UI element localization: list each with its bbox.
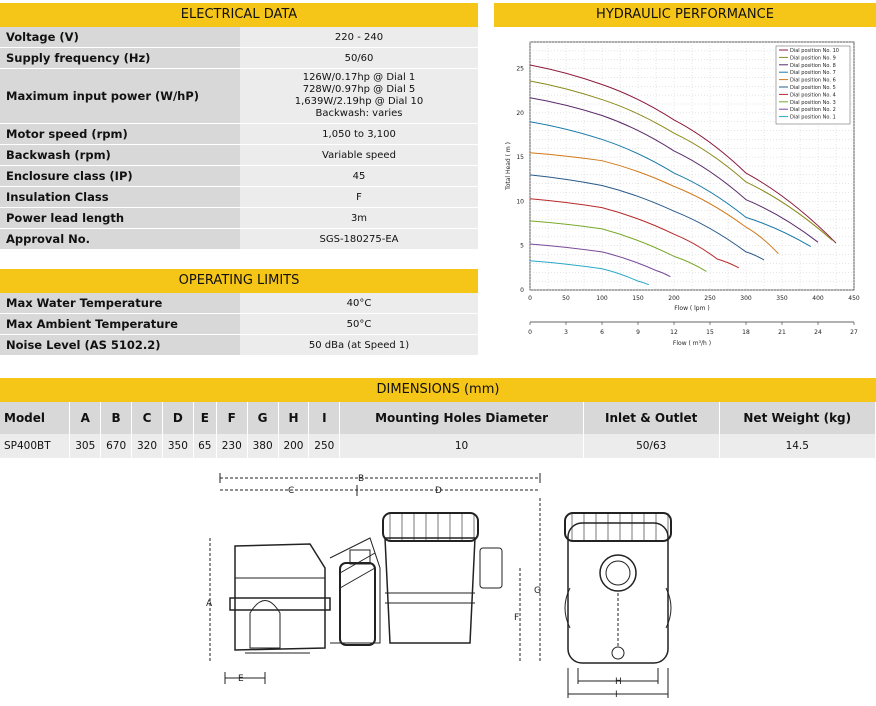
column-header: A [70, 402, 101, 434]
y-tick-label: 0 [520, 287, 524, 294]
spec-value: 40°C [240, 293, 478, 314]
x2-tick-label: 0 [528, 329, 532, 336]
hydraulic-performance-chart [494, 30, 876, 355]
spec-key: Enclosure class (IP) [0, 166, 240, 187]
electrical-data-table [0, 27, 478, 250]
y-tick-label: 25 [516, 65, 524, 73]
x-tick-label: 450 [848, 295, 860, 302]
table-cell: 65 [193, 434, 216, 458]
column-header: Model [0, 402, 70, 434]
hydraulic-performance-header: HYDRAULIC PERFORMANCE [494, 3, 876, 27]
table-cell: 250 [309, 434, 340, 458]
legend-label: Dial position No. 5 [790, 85, 836, 91]
table-row [0, 293, 478, 314]
legend-label: Dial position No. 9 [790, 55, 836, 62]
table-row [0, 166, 478, 187]
spec-value: 3m [240, 208, 478, 229]
x2-tick-label: 3 [564, 329, 568, 336]
x-tick-label: 400 [812, 295, 824, 302]
operating-limits-table [0, 293, 478, 356]
x2-tick-label: 18 [742, 329, 750, 336]
dim-label-g: G [534, 586, 541, 596]
table-row [0, 229, 478, 250]
column-header: B [101, 402, 132, 434]
spec-value: F [240, 187, 478, 208]
table-cell: 200 [278, 434, 309, 458]
spec-key: Maximum input power (W/hP) [0, 69, 240, 124]
dim-label-d: D [435, 486, 442, 496]
table-row [0, 187, 478, 208]
legend-label: Dial position No. 7 [790, 70, 836, 77]
table-row [0, 208, 478, 229]
dim-label-i: I [615, 690, 618, 700]
x2-tick-label: 12 [670, 329, 678, 336]
spec-value: 126W/0.17hp @ Dial 1 728W/0.97hp @ Dial 5 1,639W/2.19hp @ Dial 10 Backwash: varies [240, 69, 478, 124]
spec-key: Noise Level (AS 5102.2) [0, 335, 240, 356]
table-cell: 10 [340, 434, 584, 458]
dim-label-b: B [358, 474, 365, 484]
x-tick-label: 50 [562, 295, 570, 302]
spec-key: Insulation Class [0, 187, 240, 208]
column-header: H [278, 402, 309, 434]
column-header: E [193, 402, 216, 434]
spec-value: 220 - 240 [240, 27, 478, 48]
x2-tick-label: 9 [636, 329, 640, 336]
x-tick-label: 150 [632, 295, 644, 302]
table-row [0, 314, 478, 335]
table-row [0, 335, 478, 356]
spec-value: 50 dBa (at Speed 1) [240, 335, 478, 356]
x2-tick-label: 15 [706, 329, 714, 336]
dim-label-c: C [288, 486, 295, 496]
table-row [0, 48, 478, 69]
y-tick-label: 20 [516, 109, 524, 117]
table-cell: 230 [216, 434, 247, 458]
spec-key: Max Water Temperature [0, 293, 240, 314]
y-axis-label: Total Head ( m ) [505, 142, 512, 190]
x2-tick-label: 27 [850, 329, 858, 336]
legend-label: Dial position No. 3 [790, 99, 836, 106]
legend-label: Dial position No. 8 [790, 62, 836, 69]
x2-tick-label: 24 [814, 329, 822, 336]
dim-label-a: A [206, 599, 213, 609]
column-header: Net Weight (kg) [719, 402, 875, 434]
x-tick-label: 350 [776, 295, 788, 302]
x-tick-label: 200 [668, 295, 680, 302]
spec-key: Backwash (rpm) [0, 145, 240, 166]
table-cell: 50/63 [583, 434, 719, 458]
table-cell: 305 [70, 434, 101, 458]
column-header: Mounting Holes Diameter [340, 402, 584, 434]
spec-key: Motor speed (rpm) [0, 124, 240, 145]
column-header: D [162, 402, 193, 434]
table-row [0, 434, 876, 458]
legend-label: Dial position No. 4 [790, 92, 836, 99]
y-tick-label: 15 [516, 154, 524, 162]
table-cell: 380 [247, 434, 278, 458]
column-header: I [309, 402, 340, 434]
table-row [0, 124, 478, 145]
legend-label: Dial position No. 10 [790, 48, 839, 54]
table-cell: 320 [132, 434, 163, 458]
x-tick-label: 250 [704, 295, 716, 302]
column-header: G [247, 402, 278, 434]
legend-label: Dial position No. 6 [790, 77, 836, 84]
column-header: F [216, 402, 247, 434]
table-cell: 14.5 [719, 434, 875, 458]
y-tick-label: 5 [520, 242, 524, 250]
spec-key: Voltage (V) [0, 27, 240, 48]
x-tick-label: 300 [740, 295, 752, 302]
spec-value: Variable speed [240, 145, 478, 166]
spec-value: 1,050 to 3,100 [240, 124, 478, 145]
table-row [0, 27, 478, 48]
column-header: C [132, 402, 163, 434]
dim-label-h: H [615, 677, 622, 687]
y-tick-label: 10 [516, 198, 524, 206]
x-tick-label: 0 [528, 295, 532, 302]
spec-key: Power lead length [0, 208, 240, 229]
table-row [0, 69, 478, 124]
dimensions-table [0, 402, 876, 458]
x-tick-label: 100 [596, 295, 608, 302]
x2-tick-label: 6 [600, 329, 604, 336]
dim-label-f: F [514, 613, 520, 623]
spec-key: Approval No. [0, 229, 240, 250]
operating-limits-header: OPERATING LIMITS [0, 269, 478, 293]
spec-value: 50/60 [240, 48, 478, 69]
electrical-data-header: ELECTRICAL DATA [0, 3, 478, 27]
spec-key: Max Ambient Temperature [0, 314, 240, 335]
dim-label-e: E [238, 674, 244, 684]
spec-value: SGS-180275-EA [240, 229, 478, 250]
x2-axis-label: Flow ( m³/h ) [672, 340, 712, 347]
spec-value: 45 [240, 166, 478, 187]
dimensions-header: DIMENSIONS (mm) [0, 378, 876, 402]
x2-tick-label: 21 [778, 329, 786, 336]
table-cell: 670 [101, 434, 132, 458]
x-axis-label: Flow ( lpm ) [674, 305, 710, 312]
spec-key: Supply frequency (Hz) [0, 48, 240, 69]
table-row [0, 145, 478, 166]
legend-label: Dial position No. 1 [790, 114, 836, 121]
table-cell: SP400BT [0, 434, 70, 458]
pump-dimension-drawing [190, 468, 710, 704]
spec-value: 50°C [240, 314, 478, 335]
table-cell: 350 [162, 434, 193, 458]
column-header: Inlet & Outlet [583, 402, 719, 434]
legend-label: Dial position No. 2 [790, 107, 836, 114]
